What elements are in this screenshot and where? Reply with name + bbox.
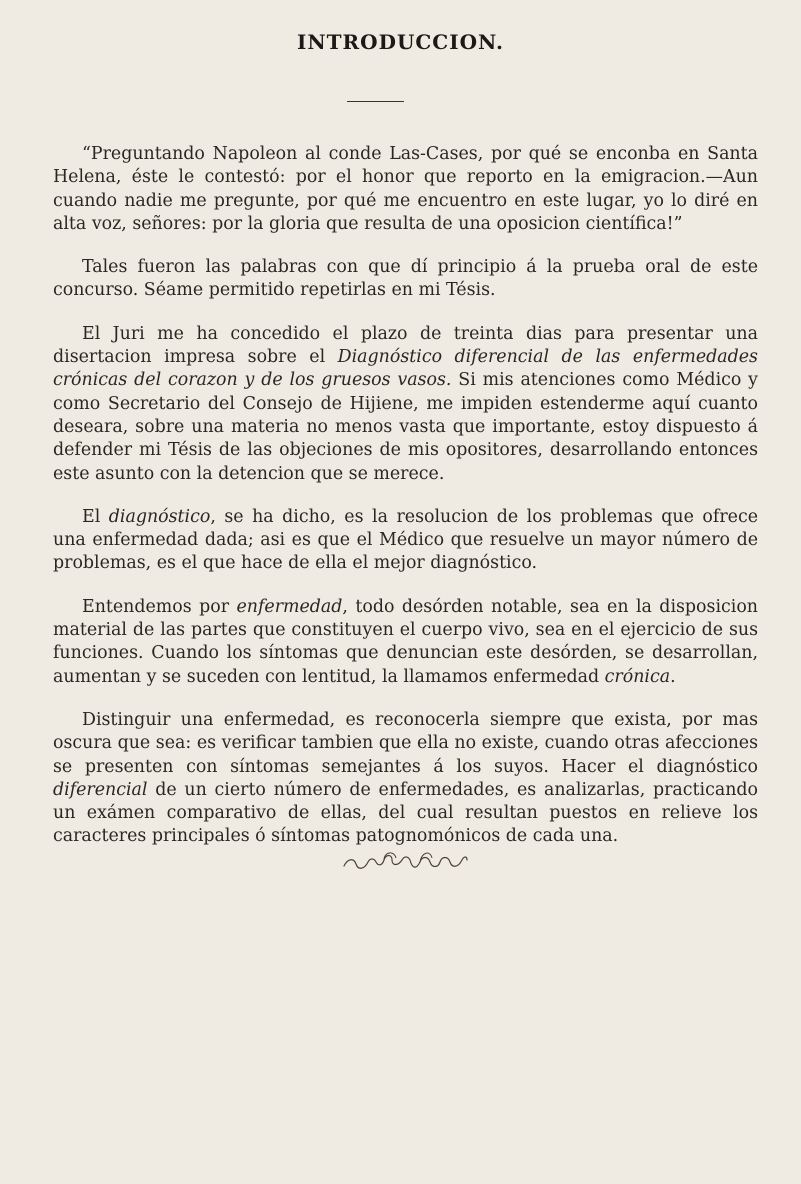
title-divider (347, 101, 404, 102)
body-text (53, 143, 758, 849)
page-title: INTRODUCCION. (297, 30, 504, 54)
paragraph-3: El Juri me ha concedido el plazo de treinta dias para presentar una disertacion impresa sobre el Diagnóstico diferencial de las enfermedades crónicas del corazon y de los gruesos vasos. Si mis atenciones como Médico y como Secretario del Consejo de Hijiene, me impiden estenderme aquí cuanto deseara, sobre una materia no menos vasta que importante, estoy dispuesto á defender mi Tésis de las objeciones de mis opositores, desarrollando entonces este asunto con la detencion que se merece. (53, 323, 759, 484)
paragraph-1: “Preguntando Napoleon al conde Las-Cases, por qué se enconba en Santa Helena, éste le contestó: por el honor que reporto en la emigracion.—Aun cuando nadie me pregunte, por qué me encuentro en este lugar, yo lo diré en alta voz, señores: por la gloria que resulta de una oposicion científica!” (53, 144, 758, 234)
paragraph-6: Distinguir una enfermedad, es reconocerla siempre que exista, por mas oscura que sea: es verificar tambien que ella no existe, cuando otras afecciones se presenten con síntomas semejantes á los suyos. Hacer el diagnóstico diferencial de un cierto número de enfermedades, es analizarlas, practicando un exámen comparativo de ellas, del cual resultan puestos en relieve los caracteres principales ó síntomas patognomónicos de cada una. (53, 709, 758, 847)
flourish-ornament-icon (340, 848, 470, 876)
paragraph-2: Tales fueron las palabras con que dí principio á la prueba oral de este concurso. Séame permitido repetirlas en mi Tésis. (53, 257, 758, 301)
paragraph-5: Entendemos por enfermedad, todo desórden notable, sea en la disposicion material de las partes que constituyen el cuerpo vivo, sea en el ejercicio de sus funciones. Cuando los síntomas que denuncian este desórden, se desarrollan, aumentan y se suceden con lentitud, la llamamos enfermedad crónica. (53, 596, 758, 687)
paragraph-4: El diagnóstico, se ha dicho, es la resolucion de los problemas que ofrece una enfermedad dada; asi es que el Médico que resuelve un mayor número de problemas, es el que hace de ella el mejor diagnóstico. (53, 506, 758, 574)
thesis-title: Diagnóstico diferencial de las enfermedades crónicas del corazon y de los gruesos vasos. (53, 347, 758, 391)
